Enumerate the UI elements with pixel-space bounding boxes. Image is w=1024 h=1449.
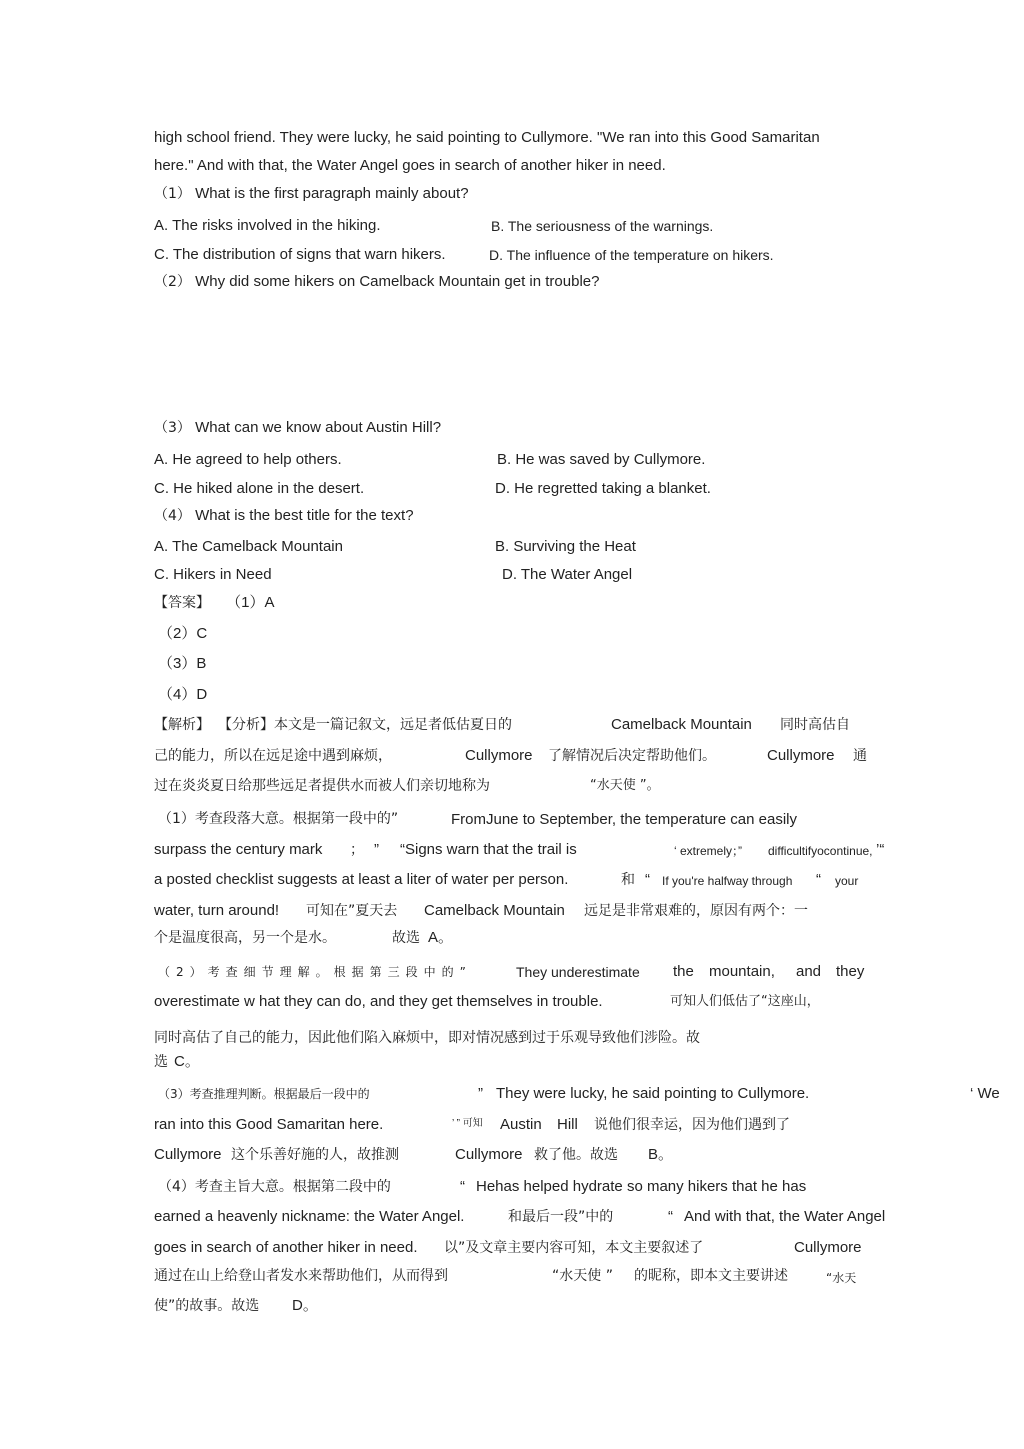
analysis-text: Camelback Mountain bbox=[424, 902, 565, 919]
analysis-text: ” bbox=[478, 1085, 483, 1102]
analysis-text: a posted checklist suggests at least a liter of water per person. bbox=[154, 871, 569, 888]
option-b: B. He was saved by Cullymore. bbox=[497, 451, 706, 468]
analysis-text: 故选 bbox=[392, 930, 420, 946]
analysis-text: 和最后一段”中的 bbox=[508, 1209, 614, 1225]
analysis-text: earned a heavenly nickname: the Water Angel. bbox=[154, 1208, 465, 1225]
analysis-text: “ bbox=[816, 871, 821, 888]
analysis-text: 通过在山上给登山者发水来帮助他们，从而得到 bbox=[154, 1268, 448, 1284]
analysis-text: “ bbox=[645, 871, 650, 888]
analysis-text: D。 bbox=[292, 1297, 318, 1314]
analysis-text: FromJune to September, the temperature can easily bbox=[451, 811, 798, 828]
analysis-text: ‘ extremely；” bbox=[674, 844, 743, 858]
analysis-text: 使”的故事。故选 bbox=[154, 1298, 260, 1314]
option-b: B. The seriousness of the warnings. bbox=[491, 218, 714, 234]
analysis-text: They were lucky, he said pointing to Cullymore. bbox=[496, 1085, 810, 1102]
answer-line bbox=[154, 593, 275, 613]
analysis-text: They underestimate bbox=[516, 964, 640, 980]
question-text: What is the best title for the text? bbox=[195, 507, 414, 524]
answer-item: （3）B bbox=[158, 655, 207, 672]
question-text: What is the first paragraph mainly about? bbox=[195, 185, 469, 202]
analysis-text: and bbox=[796, 963, 822, 980]
analysis-text: 的昵称，即本文主要讲述 bbox=[634, 1268, 788, 1284]
analysis-text: B。 bbox=[648, 1146, 674, 1163]
analysis-text: the bbox=[673, 963, 694, 980]
option-b: B. Surviving the Heat bbox=[495, 538, 636, 555]
analysis-text: mountain, bbox=[709, 963, 775, 980]
option-d: D. He regretted taking a blanket. bbox=[495, 480, 711, 497]
analysis-text: Hehas helped hydrate so many hikers that he has bbox=[476, 1178, 807, 1195]
analysis-text: difficultifyocontinue, bbox=[768, 844, 873, 858]
option-a: A. He agreed to help others. bbox=[154, 451, 342, 468]
analysis-text: “Signs warn that the trail is bbox=[400, 841, 577, 858]
question-text: Why did some hikers on Camelback Mountain get in trouble? bbox=[195, 273, 600, 290]
analysis-text: （4）考查主旨大意。根据第二段中的 bbox=[158, 1179, 391, 1195]
option-d: D. The Water Angel bbox=[502, 566, 633, 583]
analysis-text: “ bbox=[460, 1178, 465, 1195]
analysis-text: 以”及文章主要内容可知，本文主要叙述了 bbox=[444, 1240, 704, 1256]
analysis-text: 了解情况后决定帮助他们。 bbox=[548, 748, 716, 764]
analysis-text: 救了他。故选 bbox=[534, 1147, 618, 1163]
analysis-text: （1）考查段落大意。根据第一段中的” bbox=[158, 811, 399, 827]
analysis-text: 过在炎炎夏日给那些远足者提供水而被人们亲切地称为 bbox=[154, 778, 490, 794]
question-number: （4） bbox=[154, 508, 191, 524]
question-4 bbox=[154, 506, 414, 526]
analysis-text: And with that, the Water Angel bbox=[684, 1208, 886, 1225]
analysis-text: ； bbox=[350, 842, 364, 858]
question-number: （1） bbox=[154, 186, 191, 202]
option-a: A. The Camelback Mountain bbox=[154, 538, 343, 555]
option-c: C. He hiked alone in the desert. bbox=[154, 480, 365, 497]
analysis-text: water, turn around! bbox=[154, 902, 280, 919]
analysis-text: 通 bbox=[853, 748, 867, 764]
option-a: A. The risks involved in the hiking. bbox=[154, 217, 381, 234]
analysis-text: “ bbox=[668, 1208, 673, 1225]
passage-line: here." And with that, the Water Angel goes in search of another hiker in need. bbox=[154, 157, 666, 174]
analysis-text: your bbox=[835, 874, 859, 888]
analysis-text: 远足是非常艰难的，原因有两个：一 bbox=[584, 903, 808, 919]
analysis-text: （3）考查推理判断。根据最后一段中的 bbox=[158, 1087, 370, 1101]
analysis-text: surpass the century mark bbox=[154, 841, 323, 858]
analysis-text: 个是温度很高，另一个是水。 bbox=[154, 930, 336, 946]
question-3 bbox=[154, 418, 441, 438]
answer-item: （4）D bbox=[158, 686, 208, 703]
analysis-text: “水天使 ”。 bbox=[590, 778, 660, 793]
option-d: D. The influence of the temperature on hikers. bbox=[489, 247, 774, 263]
answer-item: （2）C bbox=[158, 625, 208, 642]
question-number: （2） bbox=[154, 274, 191, 290]
analysis-text: they bbox=[836, 963, 865, 980]
answer-label: 【答案】 bbox=[154, 595, 210, 611]
analysis-text: 【分析】本文是一篇记叙文，远足者低估夏日的 bbox=[218, 717, 512, 733]
analysis-text: If you're halfway through bbox=[662, 874, 793, 888]
analysis-text: Cullymore bbox=[794, 1239, 862, 1256]
question-2 bbox=[154, 272, 599, 292]
analysis-text: ’ ” 可知 bbox=[452, 1118, 483, 1129]
analysis-text: 同时高估了自己的能力，因此他们陷入麻烦中，即对情况感到过于乐观导致他们涉险。故 bbox=[154, 1030, 700, 1046]
analysis-text: Cullymore bbox=[465, 747, 533, 764]
passage-line: high school friend. They were lucky, he said pointing to Cullymore. "We ran into this Good Samaritan bbox=[154, 129, 820, 146]
analysis-text: 同时高估自 bbox=[780, 717, 850, 733]
question-number: （3） bbox=[154, 420, 191, 436]
analysis-text: ’“ bbox=[876, 841, 885, 858]
analysis-text: Cullymore bbox=[154, 1146, 222, 1163]
analysis-text: ran into this Good Samaritan here. bbox=[154, 1116, 384, 1133]
question-text: What can we know about Austin Hill? bbox=[195, 419, 442, 436]
analysis-text: C。 bbox=[174, 1053, 200, 1070]
analysis-text: 可知在”夏天去 bbox=[306, 903, 398, 919]
answer-item: （1）A bbox=[226, 594, 275, 611]
analysis-text: 这个乐善好施的人，故推测 bbox=[231, 1147, 399, 1163]
analysis-text: Cullymore bbox=[455, 1146, 523, 1163]
analysis-text: overestimate w hat they can do, and they get themselves in trouble. bbox=[154, 993, 603, 1010]
analysis-text: 和 bbox=[621, 872, 635, 888]
option-c: C. Hikers in Need bbox=[154, 566, 272, 583]
analysis-text: “水天使 ” bbox=[552, 1268, 613, 1284]
analysis-text: 可知人们低估了“这座山， bbox=[670, 994, 820, 1009]
analysis-text: 选 bbox=[154, 1054, 168, 1070]
analysis-text: Hill bbox=[557, 1116, 578, 1133]
analysis-text: Cullymore bbox=[767, 747, 835, 764]
analysis-text: （2）考查细节理解。根据第三段中的” bbox=[158, 965, 472, 979]
analysis-text: 说他们很幸运，因为他们遇到了 bbox=[594, 1117, 790, 1133]
analysis-text: Austin bbox=[500, 1116, 542, 1133]
analysis-label: 【解析】 bbox=[154, 717, 210, 733]
analysis-text: A。 bbox=[428, 929, 454, 946]
analysis-text: goes in search of another hiker in need. bbox=[154, 1239, 418, 1256]
analysis-text: 己的能力，所以在远足途中遇到麻烦， bbox=[154, 748, 392, 764]
question-1 bbox=[154, 184, 469, 204]
analysis-text: Camelback Mountain bbox=[611, 716, 752, 733]
analysis-text: “水天 bbox=[826, 1271, 857, 1285]
option-c: C. The distribution of signs that warn hikers. bbox=[154, 246, 446, 263]
analysis-text: ‘ We bbox=[970, 1085, 1000, 1102]
analysis-text: ” bbox=[374, 841, 379, 858]
